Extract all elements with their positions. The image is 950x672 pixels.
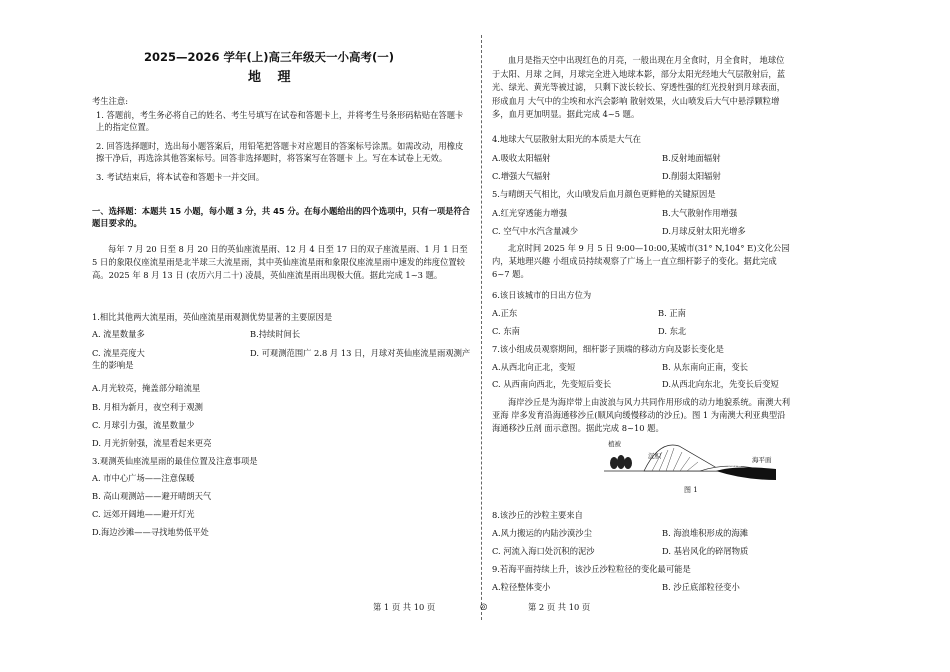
figure-caption: 图 1: [684, 486, 698, 494]
q3-option-b: B. 高山观测站——避开晴朗天气: [92, 491, 212, 501]
q7-option-b: B. 从东南向正南，变长: [662, 362, 749, 372]
passage-shadow: 北京时间 2025 年 9 月 5 日 9:00—10:00,某城市(31° N,104° E)文化公园内，某地理兴趣 小组成员持续观察了广场上一直立细杆影子的变化。据此完成 6~7 题。: [492, 243, 790, 279]
fig-label-vegetation: 植被: [608, 440, 621, 448]
dune-profile-figure: [604, 430, 779, 490]
q4-option-b: B.反射地面辐射: [662, 153, 721, 163]
q1-option-a: A. 流星数量多: [92, 329, 145, 339]
q5-option-c: C. 空气中水汽含量减少: [492, 226, 578, 236]
q2-option-b: B. 月相为新月，夜空利于观测: [92, 402, 203, 412]
vegetation-icon: [610, 455, 632, 469]
q7-option-d: D.从西北向东北，先变长后变短: [662, 379, 779, 389]
q7-option-a: A.从西北向正北，变短: [492, 362, 576, 372]
fig-label-sea-level: 海平面: [752, 456, 772, 464]
q8-option-a: A.风力搬运的内陆沙漠沙尘: [492, 528, 592, 538]
question-4: 4.地球大气层散射太阳光的本质是大气在: [492, 134, 641, 144]
passage-meteor: 每年 7 月 20 日至 8 月 20 日的英仙座流星雨、12 月 4 日至 17 日的双子座流星雨、1 月 1 日至 5 日的象限仪座流星雨是北半球三大流星雨，其中英仙座流星雨和象限仪座流星雨中速发的纬度位置较高。2025 年 8 月 13 日 (农历六月二十) 凌晨，英仙座流星雨出现极大值。据此完成 1~3 题。: [92, 244, 468, 280]
q1-option-b: B.持续时间长: [250, 329, 301, 339]
page-number-right: 第 2 页 共 10 页: [528, 602, 591, 612]
q6-option-a: A.正东: [492, 308, 518, 318]
q4-option-c: C.增强大气辐射: [492, 171, 551, 181]
column-divider: [481, 35, 482, 620]
q8-option-b: B. 海浪堆积形成的海滩: [662, 528, 749, 538]
passage-dune: 海岸沙丘是为海岸带上由波浪与风力共同作用形成的动力地貌系统。南澳大利亚海 岸多发育沿海通移沙丘(顺风向缓慢移动的沙丘)。图 1 为南澳大利亚典型沿海通移沙丘剖 面示意图。据此完成 8~10 题。: [492, 397, 791, 433]
q4-option-a: A.吸收太阳辐射: [492, 153, 551, 163]
question-3: 3.观测英仙座流星雨的最佳位置及注意事项是: [92, 456, 258, 466]
q6-option-c: C. 东南: [492, 326, 520, 336]
q5-option-a: A.红光穿透能力增强: [492, 208, 568, 218]
section-heading: 一、选择题：本题共 15 小题，每小题 3 分，共 45 分。在每小题给出的四个选项中，只有一项是符合题目要求的。: [92, 206, 471, 228]
q6-option-b: B. 正南: [658, 308, 686, 318]
q2-option-d: D. 月光折射强，流星看起来更亮: [92, 438, 212, 448]
q8-option-d: D. 基岩风化的碎屑物质: [662, 546, 749, 556]
q7-option-c: C. 从西南向西北，先变短后变长: [492, 379, 612, 389]
q3-option-c: C. 远郊开阔地——避开灯光: [92, 509, 195, 519]
q5-option-b: B.大气散射作用增强: [662, 208, 738, 218]
q3-option-a: A. 市中心广场——注意保暖: [92, 473, 195, 483]
q4-option-d: D.削弱太阳辐射: [662, 171, 721, 181]
notice-heading: 考生注意:: [92, 96, 128, 106]
subject-title: 地 理: [248, 70, 297, 85]
question-6: 6.该日该城市的日出方位为: [492, 290, 592, 300]
page-number-left: 第 1 页 共 10 页: [373, 602, 436, 612]
question-9: 9.若海平面持续上升，该沙丘沙粒粒径的变化最可能是: [492, 564, 691, 574]
notice-2: 2. 回答选择题时，选出每小题答案后，用铅笔把答题卡对应题目的答案标号涂黑。如需改动，用橡皮擦干净后，再选涂其他答案标号。回答非选择题时，将答案写在答题卡 上。写在本试卷上无效。: [96, 141, 464, 163]
q9-option-a: A.粒径整体变小: [492, 582, 551, 592]
notice-1: 1. 答题前，考生务必将自己的姓名、考生号填写在试卷和答题卡上，并将考生号条形码粘贴在答题卡上的指定位置。: [96, 110, 464, 132]
q1-option-d: D. 可观测范围广 2.8 月 13 日，月球对英仙座流星雨观测产生的影响是: [92, 348, 471, 370]
question-5: 5.与晴朗天气相比，火山喷发后血月颜色更鲜艳的关键原因是: [492, 189, 716, 199]
question-7: 7.该小组成员观察期间，细杆影子顶端的移动方向及影长变化是: [492, 344, 724, 354]
q8-option-c: C. 河流入海口处沉积的泥沙: [492, 546, 595, 556]
passage-blood-moon: 血月是指天空中出现红色的月亮，一般出现在月全食时，月全食时， 地球位于太阳、月球 之间，月球完全进入地球本影，部分太阳光经地大气层散射后，蓝光、绿光、黄光等被过滤， 只剩下波长较长、穿透性强的红光投射到月球表面， 形成血月 大气中的尘埃和水汽会影响 散射效果，火山喷发后大气中悬浮颗粒增多，血月更加明显。据此完成 4~5 题。: [492, 55, 786, 119]
q2-option-c: C. 月球引力强，流星数量少: [92, 420, 195, 430]
q9-option-b: B. 沙丘底部粒径变小: [662, 582, 740, 592]
center-mark: ◎: [480, 601, 488, 611]
q6-option-d: D. 东北: [658, 326, 687, 336]
q2-option-a: A.月光较亮，掩盖部分暗流星: [92, 383, 201, 393]
q3-option-d: D.海边沙滩——寻找地势低平处: [92, 527, 209, 537]
fig-label-beach: 海滩: [728, 460, 741, 468]
q5-option-d: D.月球反射太阳光增多: [662, 226, 746, 236]
question-1: 1.相比其他两大流星雨，英仙座流星雨观测优势显著的主要原因是: [92, 312, 333, 322]
q1-option-c: C. 流星亮度大: [92, 348, 145, 358]
question-8: 8.该沙丘的沙粒主要来自: [492, 510, 583, 520]
notice-3: 3. 考试结束后，将本试卷和答题卡一并交回。: [96, 172, 265, 182]
fig-label-deposit: 沉积: [648, 452, 661, 460]
exam-title: 2025—2026 学年(上)高三年级天一小高考(一): [144, 50, 395, 64]
